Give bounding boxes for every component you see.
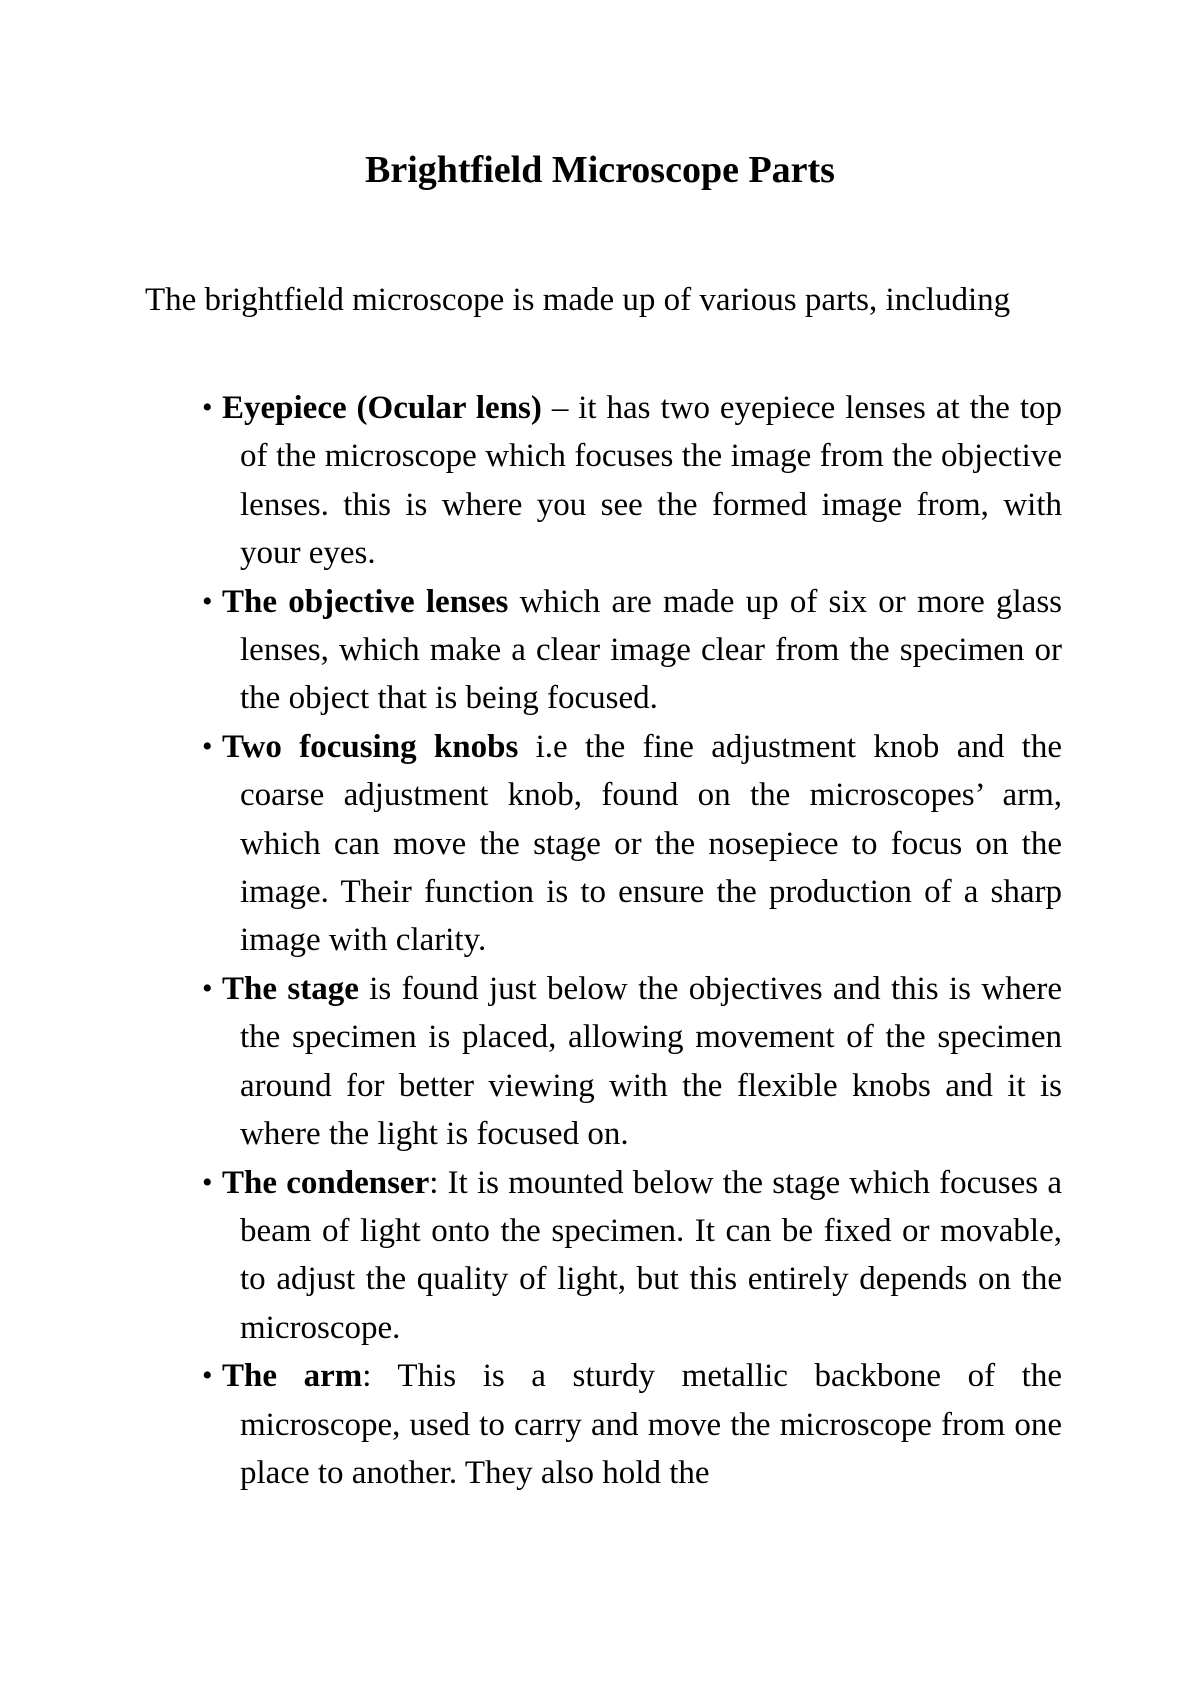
item-text: which are made up of six or more glass lenses, which make a clear image clear from the specimen or the object that is being focused. bbox=[240, 583, 1063, 717]
intro-paragraph: The brightfield microscope is made up of various parts, including bbox=[145, 282, 1011, 318]
bullet-icon: • bbox=[202, 584, 213, 618]
parts-list bbox=[0, 384, 1200, 1497]
bullet-icon: • bbox=[202, 971, 213, 1005]
list-item bbox=[202, 384, 1062, 578]
item-text: – it has two eyepiece lenses at the top of the microscope which focuses the image from the objective lenses. this is where you see the formed image from, with your eyes. bbox=[240, 390, 1062, 572]
item-text: i.e the fine adjustment knob and the coarse adjustment knob, found on the microscopes’ arm, which can move the stage or the nosepiece to focus on the image. Their function is to ensure the production of a sharp image with clarity. bbox=[240, 728, 1062, 959]
bullet-icon: • bbox=[202, 391, 213, 424]
item-term: The condenser bbox=[222, 1164, 430, 1201]
item-term: The stage bbox=[222, 970, 359, 1007]
item-text: : This is a sturdy metallic backbone of the microscope, used to carry and move the microscope from one place to another. They also hold the bbox=[240, 1358, 1062, 1491]
item-term: The objective lenses bbox=[222, 583, 509, 620]
list-item bbox=[202, 1352, 1062, 1497]
item-term: Eyepiece (Ocular lens) bbox=[222, 390, 542, 426]
item-text: : It is mounted below the stage which focuses a beam of light onto the specimen. It can be fixed or movable, to adjust the quality of light, but this entirely depends on the microscope. bbox=[240, 1164, 1062, 1346]
item-term: The arm bbox=[222, 1358, 363, 1395]
bullet-icon: • bbox=[202, 1359, 213, 1393]
list-item bbox=[202, 965, 1062, 1159]
list-item bbox=[202, 578, 1063, 723]
item-term: Two focusing knobs bbox=[222, 728, 519, 765]
page-title: Brightfield Microscope Parts bbox=[365, 149, 835, 191]
bullet-icon: • bbox=[202, 729, 213, 763]
list-item bbox=[202, 1159, 1062, 1353]
item-text: is found just below the objectives and this is where the specimen is placed, allowing movement of the specimen around for better viewing with the flexible knobs and it is where the light is focused on. bbox=[240, 970, 1062, 1153]
bullet-icon: • bbox=[202, 1165, 213, 1199]
list-item bbox=[202, 723, 1062, 965]
